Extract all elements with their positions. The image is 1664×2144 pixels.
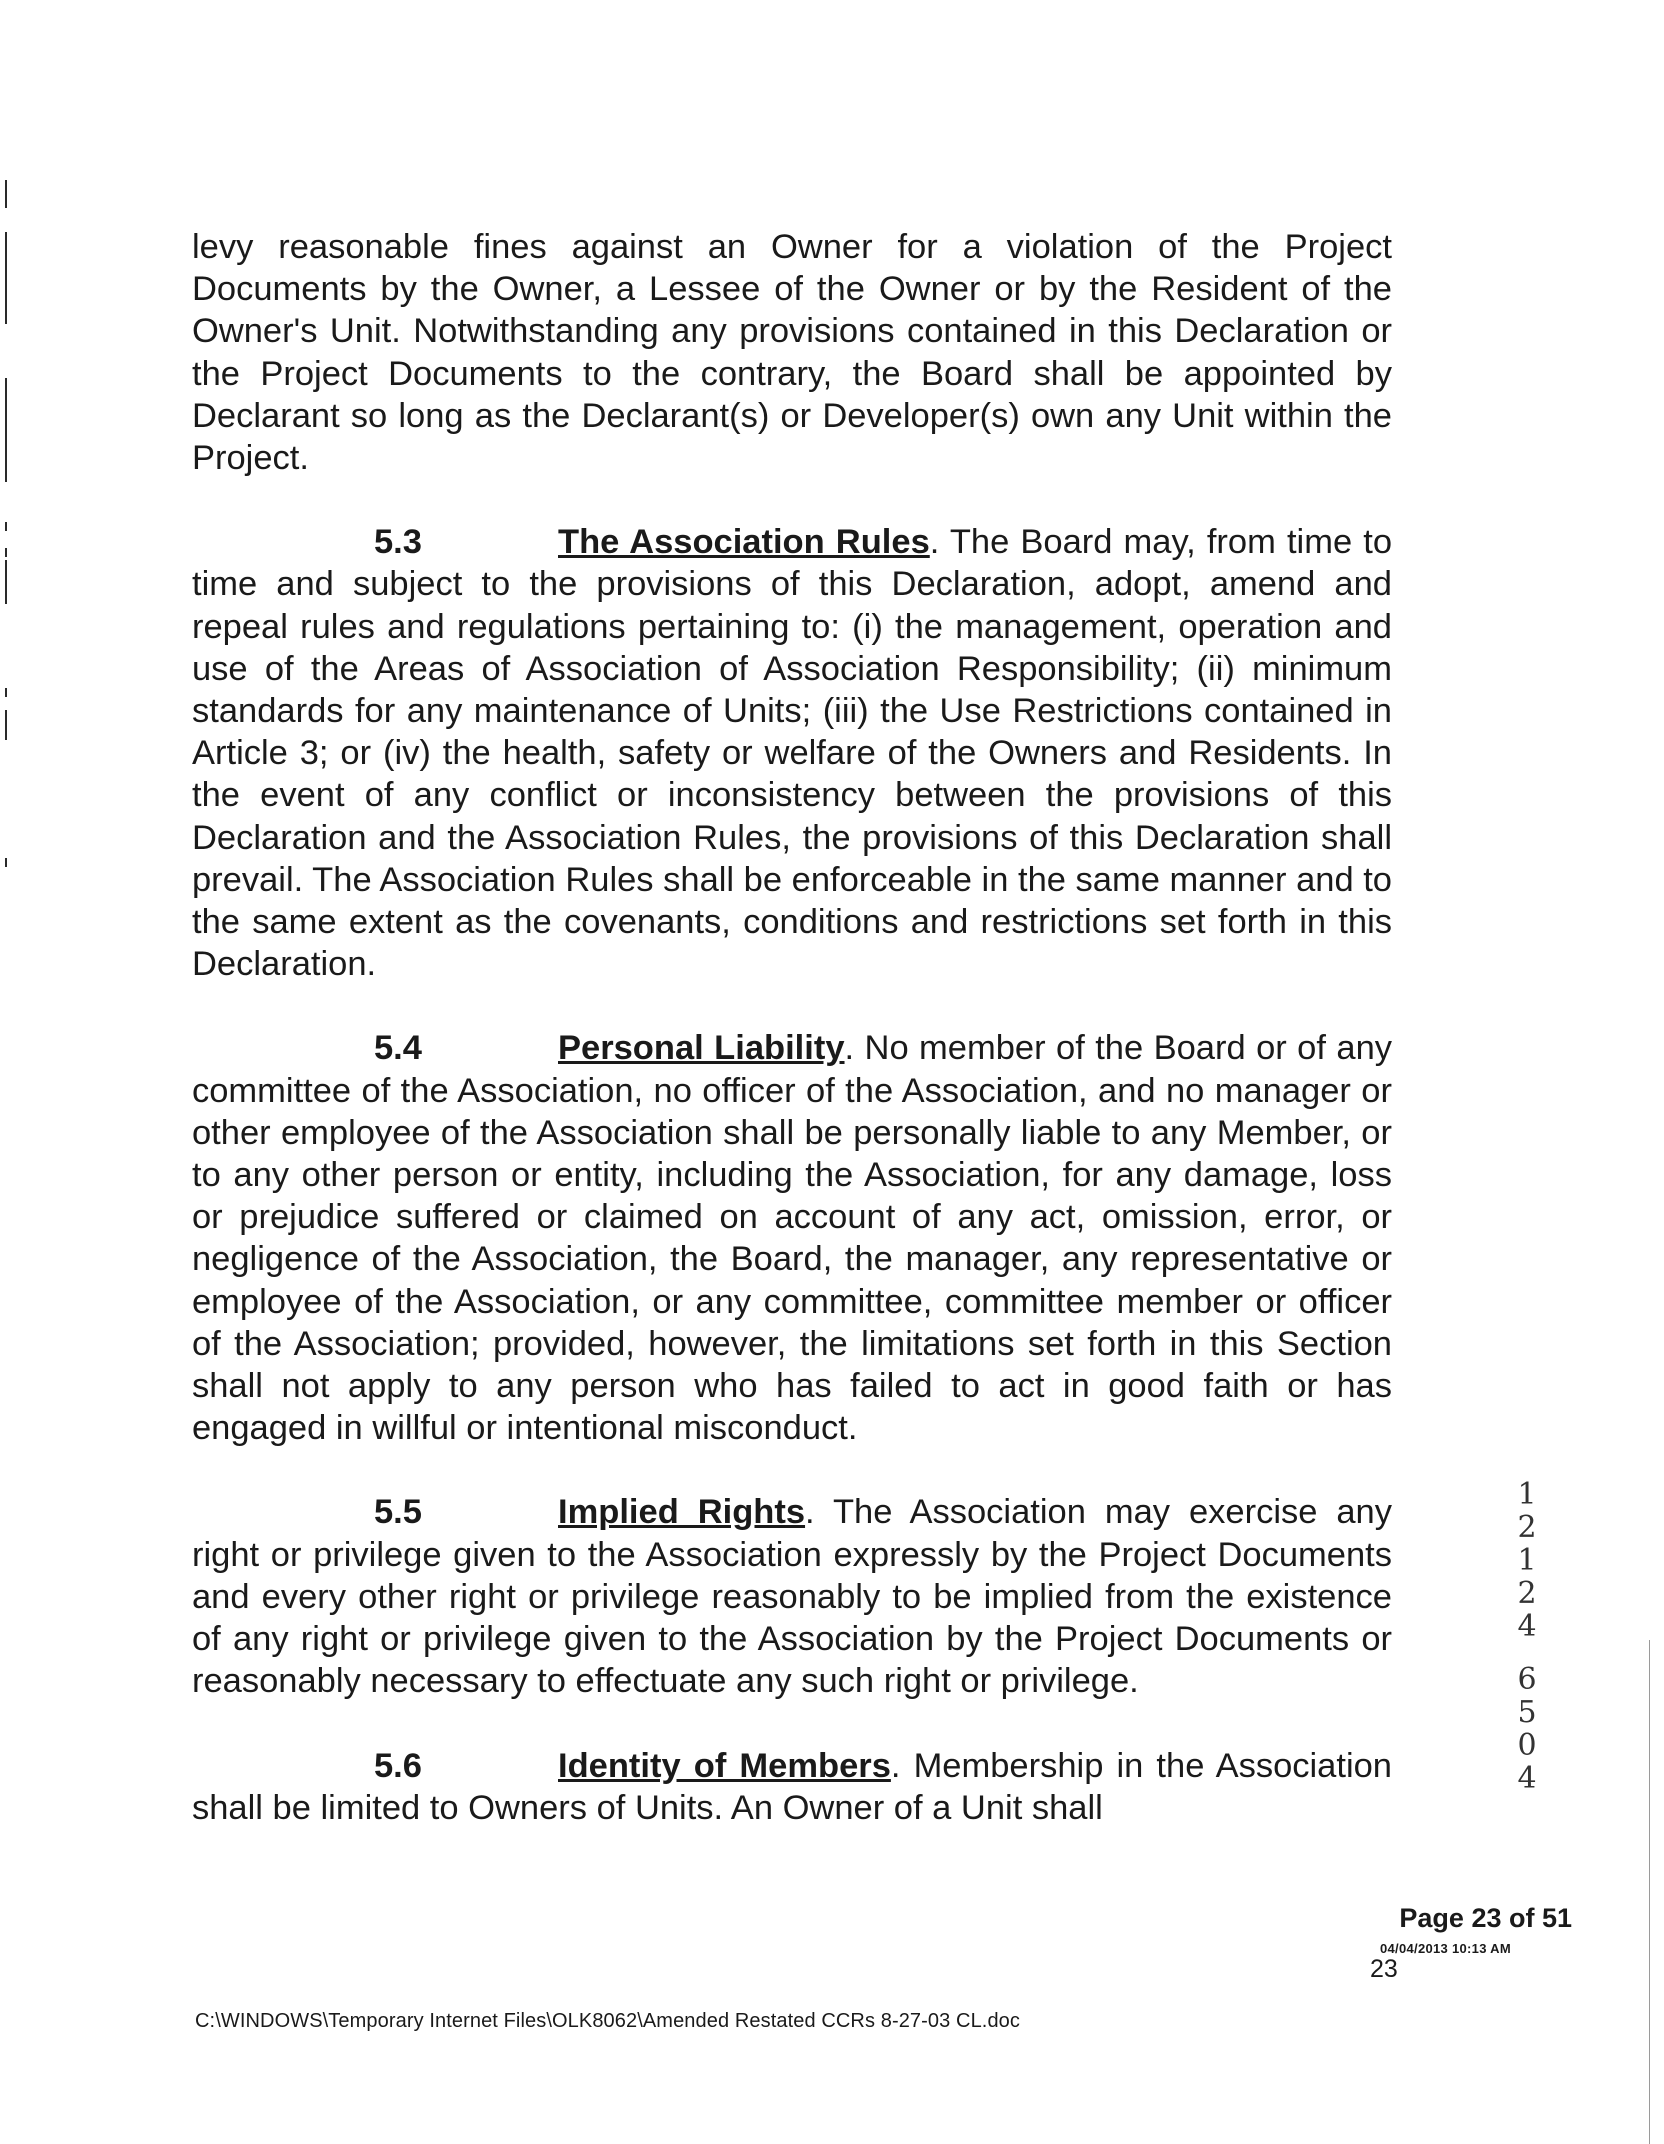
stamp-digit: 2 bbox=[1517, 1576, 1537, 1611]
revision-bar bbox=[5, 180, 7, 208]
section-number: 5.3 bbox=[374, 523, 422, 562]
stamp-digit: 0 bbox=[1517, 1728, 1537, 1763]
section-heading: Implied Rights bbox=[558, 1493, 806, 1532]
page-label: Page 23 of 51 bbox=[1399, 1903, 1572, 1933]
margin-recording-stamp bbox=[1512, 1478, 1542, 1795]
section-heading: Personal Liability bbox=[558, 1029, 845, 1068]
section-text: . The Board may, from time to time and subject to the provisions of this Declaration, adopt, amend and repeal rules and regulations pertaining to: (i) the management, operation and use of the Areas of Association of Association Responsibility; (ii) minimum standards for any maintenance of Units; (iii) the Use Restrictions contained in Article 3; or (iv) the health, safety or welfare of the Owners and Residents. In the event of any conflict or inconsistency between the provisions of this Declaration and the Association Rules, the provisions of this Declaration shall prevail. The Association Rules shall be enforceable in the same manner and to the same extent as the covenants, conditions and restrictions set forth in this Declaration. bbox=[192, 523, 1393, 984]
stamp-digit: 4 bbox=[1517, 1761, 1537, 1796]
section-5-4 bbox=[192, 1027, 1392, 1449]
section-text: . Membership in the Association shall be limited to Owners of Units. An Owner of a Unit shall bbox=[192, 1746, 1392, 1827]
stamp-digit: 1 bbox=[1517, 1477, 1537, 1512]
file-path: C:\WINDOWS\Temporary Internet Files\OLK8062\Amended Restated CCRs 8-27-03 CL.doc bbox=[195, 2010, 1020, 2032]
section-heading: The Association Rules bbox=[558, 523, 930, 562]
revision-bar bbox=[5, 710, 7, 740]
revision-mark bbox=[5, 548, 7, 557]
section-5-6 bbox=[192, 1745, 1392, 1829]
stamp-digit: 6 bbox=[1517, 1662, 1537, 1697]
section-number: 5.6 bbox=[374, 1746, 422, 1785]
date-stamp: 04/04/2013 10:13 AM bbox=[1380, 1941, 1511, 1956]
section-heading: Identity of Members bbox=[558, 1746, 891, 1785]
section-text: . The Association may exercise any right or privilege given to the Association expressly by the Project Documents and every other right or privilege reasonably to be implied from the existence of any right or privilege given to the Association by the Project Documents or reasonably necessary to effectuate any such right or privilege. bbox=[192, 1493, 1392, 1701]
page-number: 23 bbox=[1370, 1955, 1398, 1983]
revision-mark bbox=[5, 688, 7, 697]
revision-mark bbox=[5, 858, 7, 867]
section-text: . No member of the Board or of any committee of the Association, no officer of the Association, and no manager or other employee of the Association shall be personally liable to any Member, or to any other person or entity, including the Association, for any damage, loss or prejudice suffered or claimed on account of any act, omission, error, or negligence of the Association, the Board, the manager, any representative or employee of the Association, or any committee, committee member or officer of the Association; provided, however, the limitations set forth in this Section shall not apply to any person who has failed to act in good faith or has engaged in willful or intentional misconduct. bbox=[192, 1029, 1393, 1448]
stamp-digit: 4 bbox=[1517, 1609, 1537, 1644]
revision-bar bbox=[5, 560, 7, 604]
revision-mark bbox=[5, 522, 7, 531]
page-edge-line bbox=[1649, 1640, 1650, 2144]
section-5-3 bbox=[192, 521, 1392, 985]
stamp-digit: 2 bbox=[1517, 1510, 1537, 1545]
stamp-digit: 5 bbox=[1517, 1695, 1537, 1730]
opening-paragraph: levy reasonable fines against an Owner for a violation of the Project Documents by the Owner, a Lessee of the Owner or by the Resident of the Owner's Unit. Notwithstanding any provisions contained in this Declaration or the Project Documents to the contrary, the Board shall be appointed by Declarant so long as the Declarant(s) or Developer(s) own any Unit within the Project. bbox=[192, 228, 1392, 478]
section-number: 5.4 bbox=[374, 1029, 422, 1068]
revision-bar bbox=[5, 378, 7, 482]
document-body bbox=[192, 226, 1392, 1871]
section-5-5 bbox=[192, 1491, 1392, 1702]
stamp-digit: 1 bbox=[1517, 1543, 1537, 1578]
revision-bar bbox=[5, 232, 7, 324]
section-number: 5.5 bbox=[374, 1493, 422, 1532]
